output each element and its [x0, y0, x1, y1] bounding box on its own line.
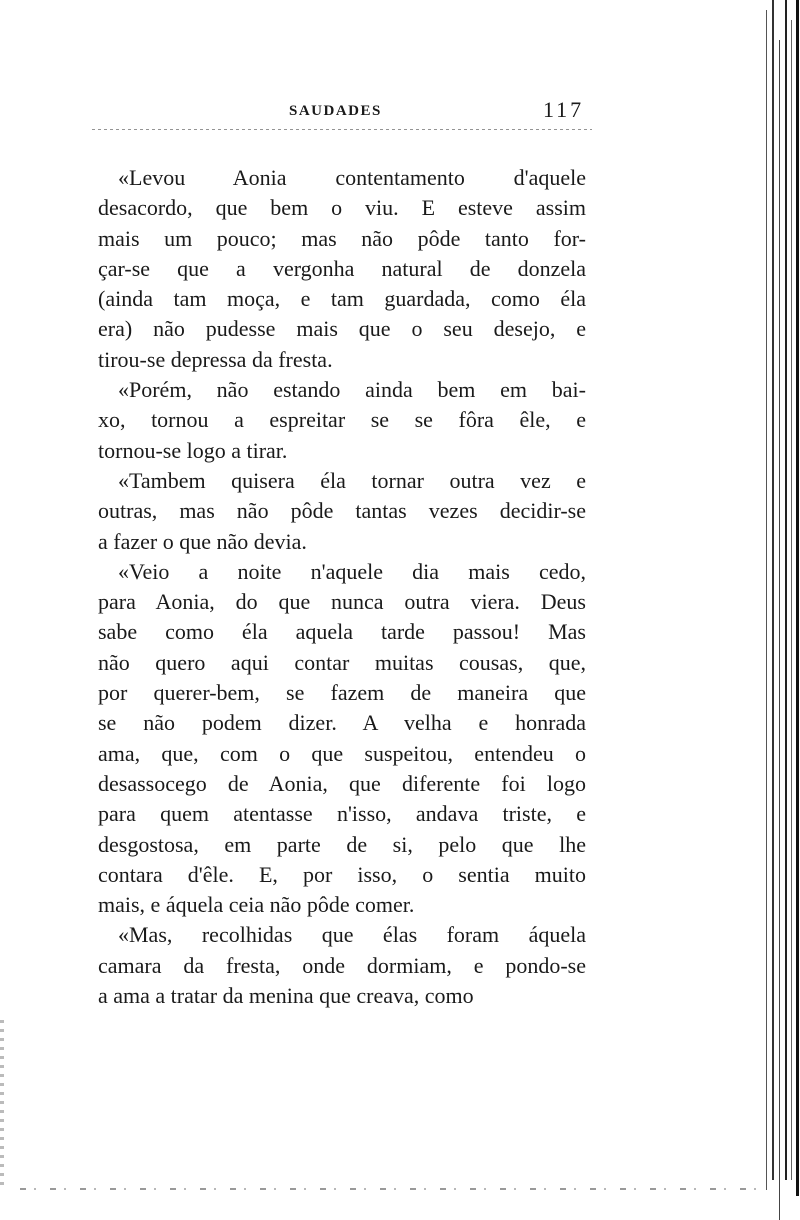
- text-line: desacordo, que bem o viu. E esteve assim: [98, 195, 586, 221]
- scan-noise-left: [0, 1020, 4, 1190]
- text-line: camara da fresta, onde dormiam, e pondo-se: [98, 952, 586, 978]
- text-line: se não podem dizer. A velha e honrada: [98, 710, 586, 736]
- page-edge-line: [785, 0, 787, 1180]
- text-line: «Levou Aonia contentamento d'aquele: [118, 165, 586, 190]
- text-line: desgostosa, em parte de si, pelo que lhe: [98, 831, 586, 857]
- text-line: çar-se que a vergonha natural de donzela: [98, 255, 586, 281]
- paragraph: [98, 466, 586, 557]
- page-edge-line: [791, 20, 792, 1180]
- running-title: SAUDADES: [289, 103, 382, 119]
- page-edge-line: [772, 0, 774, 1180]
- paragraph: [98, 557, 586, 921]
- text-line: sabe como éla aquela tarde passou! Mas: [98, 619, 586, 645]
- running-head: [0, 97, 800, 127]
- text-line: não quero aqui contar muitas cousas, que,: [98, 649, 586, 675]
- page-number: 117: [543, 97, 585, 122]
- text-line: «Porém, não estando ainda bem em bai-: [118, 377, 586, 403]
- text-line: para Aonia, do que nunca outra viera. Deus: [98, 589, 586, 615]
- text-line: desassocego de Aonia, que diferente foi logo: [98, 770, 586, 796]
- text-line: «Mas, recolhidas que élas foram áquela: [118, 922, 586, 948]
- text-line: «Tambem quisera éla tornar outra vez e: [118, 467, 586, 493]
- page-edge-line: [779, 40, 780, 1220]
- text-line: era) não pudesse mais que o seu desejo, e: [98, 316, 586, 342]
- text-line: (ainda tam moça, e tam guardada, como éla: [98, 286, 586, 312]
- text-line: tirou-se depressa da fresta.: [98, 346, 333, 372]
- text-line: a ama a tratar da menina que creava, como: [98, 983, 474, 1009]
- text-line: para quem atentasse n'isso, andava triste, e: [98, 801, 586, 827]
- page-edge-line: [766, 10, 767, 1190]
- paragraph: [98, 163, 586, 375]
- text-line: mais, e áquela ceia não pôde comer.: [98, 892, 415, 918]
- paragraph: [98, 375, 586, 466]
- text-line: outras, mas não pôde tantas vezes decidir-se: [98, 498, 586, 524]
- text-line: «Veio a noite n'aquele dia mais cedo,: [118, 558, 586, 584]
- body-text: [98, 163, 586, 1011]
- text-line: a fazer o que não devia.: [98, 528, 307, 554]
- header-rule: [92, 129, 592, 130]
- page-edge-line: [796, 0, 799, 1196]
- text-line: tornou-se logo a tirar.: [98, 437, 288, 463]
- paragraph: [98, 920, 586, 1011]
- scan-noise-bottom: [20, 1188, 760, 1190]
- text-line: por querer-bem, se fazem de maneira que: [98, 680, 586, 706]
- text-line: xo, tornou a espreitar se se fôra êle, e: [98, 407, 586, 433]
- text-line: contara d'êle. E, por isso, o sentia muito: [98, 861, 586, 887]
- text-line: mais um pouco; mas não pôde tanto for-: [98, 225, 586, 251]
- text-line: ama, que, com o que suspeitou, entendeu o: [98, 740, 586, 766]
